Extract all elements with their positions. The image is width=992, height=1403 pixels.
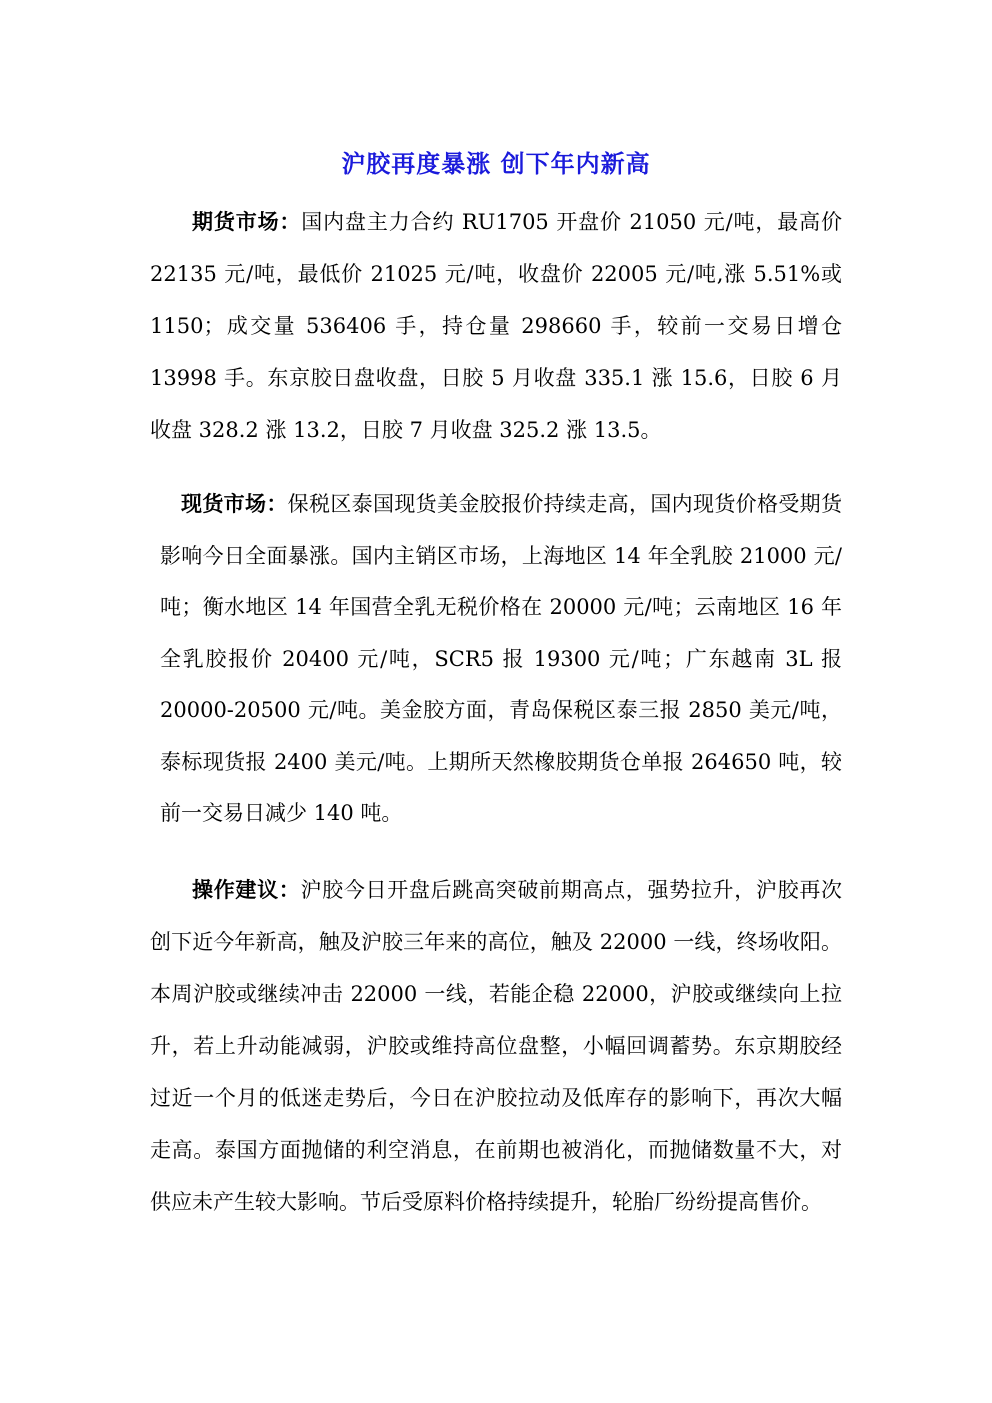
spot-market-label: 现货市场： <box>181 491 288 516</box>
document-title: 沪胶再度暴涨 创下年内新高 <box>341 149 651 179</box>
spot-market-text: 保税区泰国现货美金胶报价持续走高，国内现货价格受期货影响今日全面暴涨。国内主销区市场，上海地区 14 年全乳胶 21000 元/吨；衡水地区 14 年国营全乳无税价格在 20000 元/吨；云南地区 16 年全乳胶报价 20400 元/吨，SCR5 报 19300 元/吨；广东越南 3L 报 20000-20500 元/吨。美金胶方面，青岛保税区泰三报 2850 美元/吨，泰标现货报 2400 美元/吨。上期所天然橡胶期货仓单报 264650 吨，较前一交易日减少 140 吨。 <box>160 492 843 825</box>
futures-market-text: 国内盘主力合约 RU1705 开盘价 21050 元/吨，最高价 22135 元/吨，最低价 21025 元/吨，收盘价 22005 元/吨,涨 5.51%或 1150；成交量 536406 手，持仓量 298660 手，较前一交易日增仓 13998 手。东京胶日盘收盘，日胶 5 月收盘 335.1 涨 15.6，日胶 6 月收盘 328.2 涨 13.2，日胶 7 月收盘 325.2 涨 13.5。 <box>150 210 842 442</box>
futures-market-paragraph <box>150 196 842 456</box>
operation-advice-text: 沪胶今日开盘后跳高突破前期高点，强势拉升，沪胶再次创下近今年新高，触及沪胶三年来的高位，触及 22000 一线，终场收阳。本周沪胶或继续冲击 22000 一线，若能企稳 22000，沪胶或继续向上拉升，若上升动能减弱，沪胶或维持高位盘整，小幅回调蓄势。东京期胶经过近一个月的低迷走势后，今日在沪胶拉动及低库存的影响下，再次大幅走高。泰国方面抛储的利空消息，在前期也被消化，而抛储数量不大，对供应未产生较大影响。节后受原料价格持续提升，轮胎厂纷纷提高售价。 <box>150 878 843 1214</box>
spot-market-paragraph <box>160 478 842 840</box>
futures-market-label: 期货市场： <box>192 209 302 234</box>
operation-advice-paragraph <box>150 864 842 1228</box>
operation-advice-label: 操作建议： <box>192 877 301 902</box>
